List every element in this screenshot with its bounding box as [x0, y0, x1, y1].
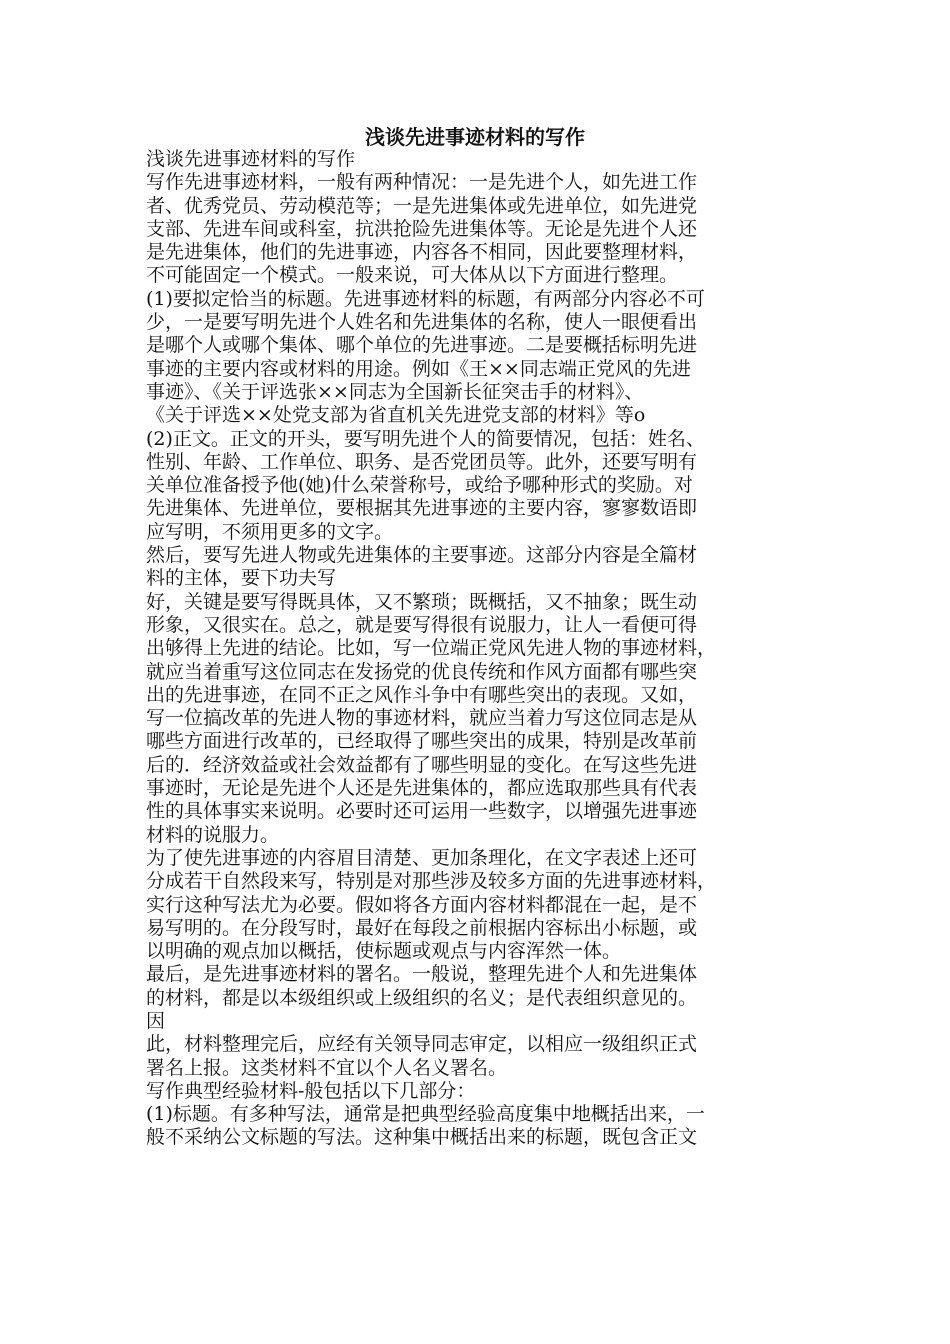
- text-line: 料的主体，要下功夫写: [146, 567, 337, 590]
- text-line: 不可能固定一个模式。一般来说，可大体从以下方面进行整理。: [146, 264, 679, 287]
- text-line: 性的具体事实来说明。必要时还可运用一些数字，以增强先进事迹: [146, 800, 698, 823]
- text-line: 署名上报。这类材料不宜以个人名义署名。: [146, 1056, 508, 1079]
- text-line: 因: [146, 1009, 166, 1032]
- text-line: 后的．经济效益或社会效益都有了哪些明显的变化。在写这些先进: [146, 753, 698, 776]
- text-line: 写作典型经验材料-般包括以下几部分：: [146, 1079, 476, 1102]
- text-line: 最后，是先进事迹材料的署名。一般说，整理先进个人和先进集体: [146, 963, 698, 986]
- document-body: [146, 148, 806, 1150]
- text-line: 写作先进事迹材料，一般有两种情况：一是先进个人，如先进工作: [146, 171, 698, 194]
- text-line: 然后，要写先进人物或先进集体的主要事迹。这部分内容是全篇材: [146, 544, 698, 567]
- text-line: 形象，又很实在。总之，就是要写得很有说服力，让人一看便可得: [146, 613, 698, 636]
- text-line: 先进集体、先进单位，要根据其先进事迹的主要内容，寥寥数语即: [146, 497, 698, 520]
- text-line: 出够得上先进的结论。比如，写一位端正党风先进人物的事迹材料，: [146, 637, 717, 660]
- document-title: 浅谈先进事迹材料的写作: [365, 125, 585, 149]
- text-line: 事迹时，无论是先进个人还是先进集体的，都应选取那些具有代表: [146, 777, 698, 800]
- text-line: 就应当着重写这位同志在发扬党的优良传统和作风方面都有哪些突: [146, 660, 698, 683]
- text-line: 为了使先进事迹的内容眉目清楚、更加条理化，在文字表述上还可: [146, 846, 698, 869]
- text-line: (1)标题。有多种写法，通常是把典型经验高度集中地概括出来，一: [146, 1103, 705, 1126]
- text-line: 性别、年龄、工作单位、职务、是否党团员等。此外，还要写明有: [146, 450, 698, 473]
- text-line: (2)正文。正文的开头，要写明先进个人的简要情况，包括：姓名、: [146, 427, 705, 450]
- text-line: 出的先进事迹，在同不正之风作斗争中有哪些突出的表现。又如，: [146, 683, 698, 706]
- text-line: (1)要拟定恰当的标题。先进事迹材料的标题，有两部分内容必不可: [146, 287, 705, 310]
- text-line: 以明确的观点加以概括，使标题或观点与内容浑然一体。: [146, 940, 622, 963]
- text-line: 般不采纳公文标题的写法。这种集中概括出来的标题，既包含正文: [146, 1126, 698, 1149]
- text-line: 应写明，不须用更多的文字。: [146, 520, 394, 543]
- text-line: 关单位准备授予他(她)什么荣誉称号，或给予哪种形式的奖励。对: [146, 474, 693, 497]
- text-line: 是哪个人或哪个集体、哪个单位的先进事迹。二是要概括标明先进: [146, 334, 698, 357]
- text-line: 写一位搞改革的先进人物的事迹材料，就应当着力写这位同志是从: [146, 707, 698, 730]
- text-line: 者、优秀党员、劳动模范等；一是先进集体或先进单位，如先进党: [146, 194, 698, 217]
- text-line: 此，材料整理完后，应经有关领导同志审定，以相应一级组织正式: [146, 1033, 698, 1056]
- text-line: 分成若干自然段来写，特别是对那些涉及较多方面的先进事迹材料，: [146, 870, 717, 893]
- text-line: 材料的说服力。: [146, 823, 280, 846]
- text-line: 的材料，都是以本级组织或上级组织的名义；是代表组织意见的。: [146, 986, 698, 1009]
- text-line: 事迹的主要内容或材料的用途。例如《王××同志端正党风的先进: [146, 357, 691, 380]
- text-line: 浅谈先进事迹材料的写作: [146, 148, 356, 170]
- text-line: 是先进集体，他们的先进事迹，内容各不相同，因此要整理材料，: [146, 241, 698, 264]
- text-line: 实行这种写法尤为必要。假如将各方面内容材料都混在一起，是不: [146, 893, 698, 916]
- text-line: 好，关键是要写得既具体，又不繁琐；既概括，又不抽象；既生动: [146, 590, 698, 613]
- text-line: 支部、先进车间或科室，抗洪抢险先进集体等。无论是先进个人还: [146, 217, 698, 240]
- text-line: 哪些方面进行改革的，已经取得了哪些突出的成果，特别是改革前: [146, 730, 698, 753]
- text-line: 事迹》、《关于评选张××同志为全国新长征突击手的材料》、: [146, 380, 644, 403]
- text-line: 易写明的。在分段写时，最好在每段之前根据内容标出小标题，或: [146, 916, 698, 939]
- text-line: 《关于评选××处党支部为省直机关先进党支部的材料》等o: [146, 404, 646, 427]
- text-line: 少，一是要写明先进个人姓名和先进集体的名称，使人一眼便看出: [146, 311, 698, 334]
